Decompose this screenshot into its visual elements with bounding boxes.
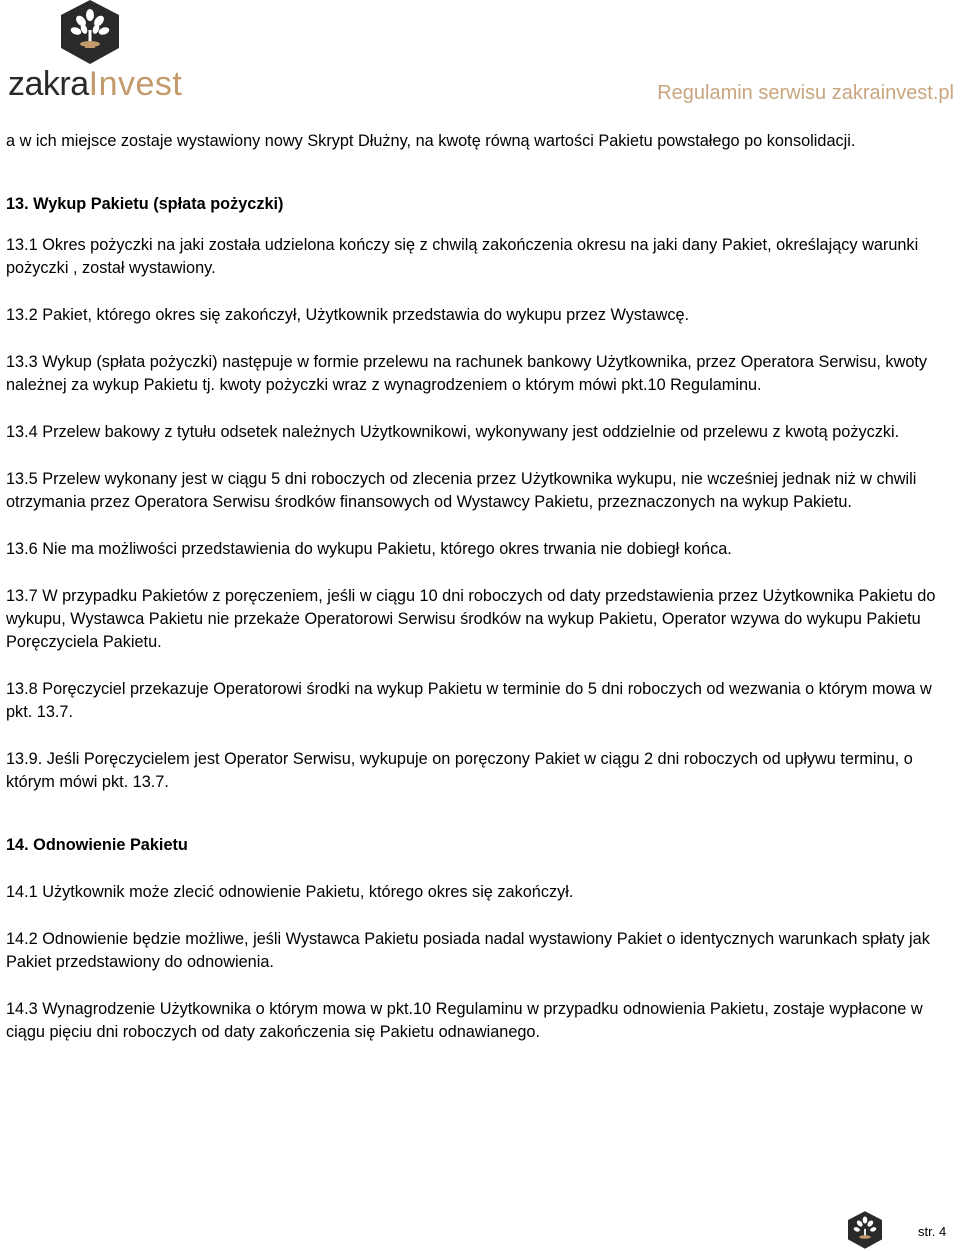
- paragraph-13-6: 13.6 Nie ma możliwości przedstawienia do wykupu Pakietu, którego okres trwania nie dobiegł końca.: [6, 540, 732, 558]
- paragraph-14-3: 14.3 Wynagrodzenie Użytkownika o którym mowa w pkt.10 Regulaminu w przypadku odnowienia Pakietu, zostaje wypłacone w ciągu pięciu dni roboczych od daty zakończenia się Pakietu odnawianego.: [6, 1000, 923, 1041]
- paragraph-13-4: 13.4 Przelew bakowy z tytułu odsetek należnych Użytkownikowi, wykonywany jest oddzielnie od przelewu z kwotą pożyczki.: [6, 423, 900, 441]
- paragraph-13-8: 13.8 Poręczyciel przekazuje Operatorowi środki na wykup Pakietu w terminie do 5 dni roboczych od wezwania o którym mowa w pkt. 13.7.: [6, 680, 932, 721]
- document-header-title: Regulamin serwisu zakrainvest.pl: [657, 82, 954, 104]
- paragraph-13-9: 13.9. Jeśli Poręczycielem jest Operator Serwisu, wykupuje on poręczony Pakiet w ciągu 2 dni roboczych od upływu terminu, o którym mówi pkt. 13.7.: [6, 750, 913, 791]
- paragraph-13-7: 13.7 W przypadku Pakietów z poręczeniem, jeśli w ciągu 10 dni roboczych od daty przedstawienia przez Użytkownika Pakietu do wykupu, Wystawca Pakietu nie przekaże Operatorowi Serwisu środków na wykup Pakietu, Operator wzywa do wykupu Pakietu Poręczyciela Pakietu.: [6, 587, 936, 651]
- company-logo: [4, 0, 183, 104]
- paragraph-13-1: 13.1 Okres pożyczki na jaki została udzielona kończy się z chwilą zakończenia okresu na jaki dany Pakiet, określający warunki pożyczki , został wystawiony.: [6, 236, 919, 277]
- paragraph-14-1: 14.1 Użytkownik może zlecić odnowienie Pakietu, którego okres się zakończył.: [6, 883, 574, 901]
- tree-logo-icon: [61, 0, 119, 64]
- paragraph-14-2: 14.2 Odnowienie będzie możliwe, jeśli Wystawca Pakietu posiada nadal wystawiony Pakiet o identycznych warunkach spłaty jak Pakiet przedstawiony do odnowienia.: [6, 930, 930, 971]
- logo-wordmark: [8, 64, 183, 104]
- document-body: [6, 130, 960, 1044]
- paragraph-13-3: 13.3 Wykup (spłata pożyczki) następuje w formie przelewu na rachunek bankowy Użytkownika, przez Operatora Serwisu, kwoty należnej za wykup Pakietu tj. kwoty pożyczki wraz z wynagrodzeniem o którym mówi pkt.10 Regulaminu.: [6, 353, 928, 394]
- page-number: str. 4: [918, 1224, 947, 1239]
- section-13-heading: 13. Wykup Pakietu (spłata pożyczki): [6, 195, 284, 213]
- paragraph-13-5: 13.5 Przelew wykonany jest w ciągu 5 dni roboczych od zlecenia przez Użytkownika wykupu, nie wcześniej jednak niż w chwili otrzymania przez Operatora Serwisu środków finansowych od Wystawcy Pakietu, przeznaczonych na wykup Pakietu.: [6, 470, 917, 511]
- intro-paragraph: a w ich miejsce zostaje wystawiony nowy Skrypt Dłużny, na kwotę równą wartości Pakietu powstałego po konsolidacji.: [6, 132, 856, 150]
- footer-logo-icon: [848, 1211, 882, 1249]
- logo-main-text: zakra: [8, 65, 89, 103]
- section-14-heading: 14. Odnowienie Pakietu: [6, 836, 188, 854]
- paragraph-13-2: 13.2 Pakiet, którego okres się zakończył, Użytkownik przedstawia do wykupu przez Wystawcę.: [6, 306, 690, 324]
- logo-accent-text: Invest: [88, 65, 183, 103]
